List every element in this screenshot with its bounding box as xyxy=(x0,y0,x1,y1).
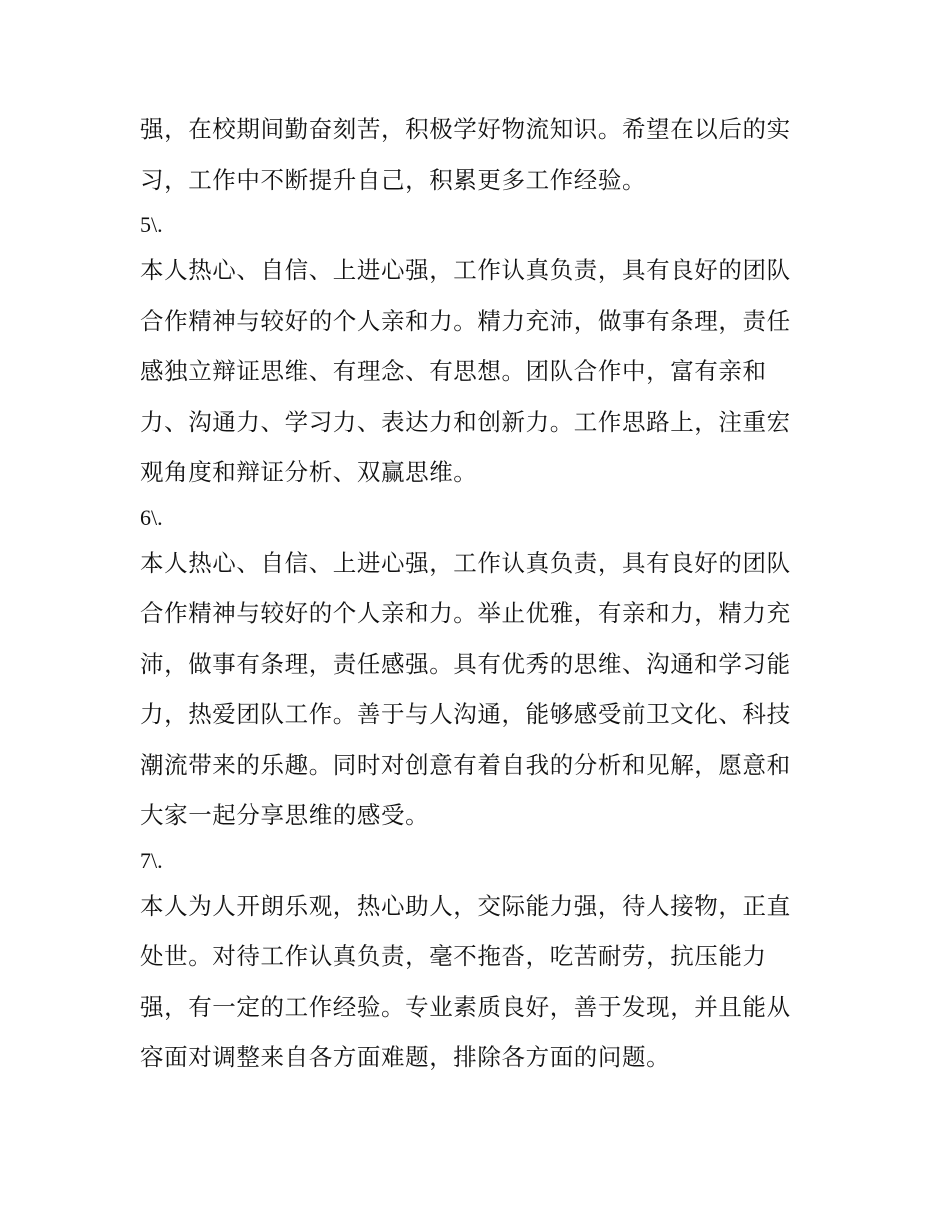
text-line: 力，热爱团队工作。善于与人沟通，能够感受前卫文化、科技 xyxy=(140,700,791,728)
text-line: 合作精神与较好的个人亲和力。举止优雅，有亲和力，精力充 xyxy=(140,599,791,627)
text-line: 观角度和辩证分析、双赢思维。 xyxy=(140,458,478,486)
text-line: 本人热心、自信、上进心强，工作认真负责，具有良好的团队 xyxy=(140,548,791,577)
item-number: 6\. xyxy=(140,504,163,530)
text-line: 本人热心、自信、上进心强，工作认真负责，具有良好的团队 xyxy=(140,256,791,284)
text-line: 强，在校期间勤奋刻苦，积极学好物流知识。希望在以后的实 xyxy=(140,115,791,143)
text-line: 处世。对待工作认真负责，毫不拖沓，吃苦耐劳，抗压能力 xyxy=(140,942,767,970)
item-5 xyxy=(140,205,820,498)
text-line: 强，有一定的工作经验。专业素质良好，善于发现，并且能从 xyxy=(140,992,791,1021)
text-line: 合作精神与较好的个人亲和力。精力充沛，做事有条理，责任 xyxy=(140,306,791,335)
text-line: 大家一起分享思维的感受。 xyxy=(140,801,430,829)
document-body xyxy=(140,104,820,1083)
item-7 xyxy=(140,841,820,1083)
text-line: 容面对调整来自各方面难题，排除各方面的问题。 xyxy=(140,1043,671,1071)
text-line: 沛，做事有条理，责任感强。具有优秀的思维、沟通和学习能 xyxy=(140,649,791,678)
paragraph-continuation xyxy=(140,104,820,205)
text-line: 本人为人开朗乐观，热心助人，交际能力强，待人接物，正直 xyxy=(140,891,791,920)
text-line: 感独立辩证思维、有理念、有思想。团队合作中，富有亲和 xyxy=(140,357,767,385)
item-number: 7\. xyxy=(140,847,163,873)
item-number: 5\. xyxy=(140,212,163,237)
text-line: 习，工作中不断提升自己，积累更多工作经验。 xyxy=(140,165,647,194)
item-6 xyxy=(140,498,820,841)
text-line: 力、沟通力、学习力、表达力和创新力。工作思路上，注重宏 xyxy=(140,407,791,436)
text-line: 潮流带来的乐趣。同时对创意有着自我的分析和见解，愿意和 xyxy=(140,750,791,779)
